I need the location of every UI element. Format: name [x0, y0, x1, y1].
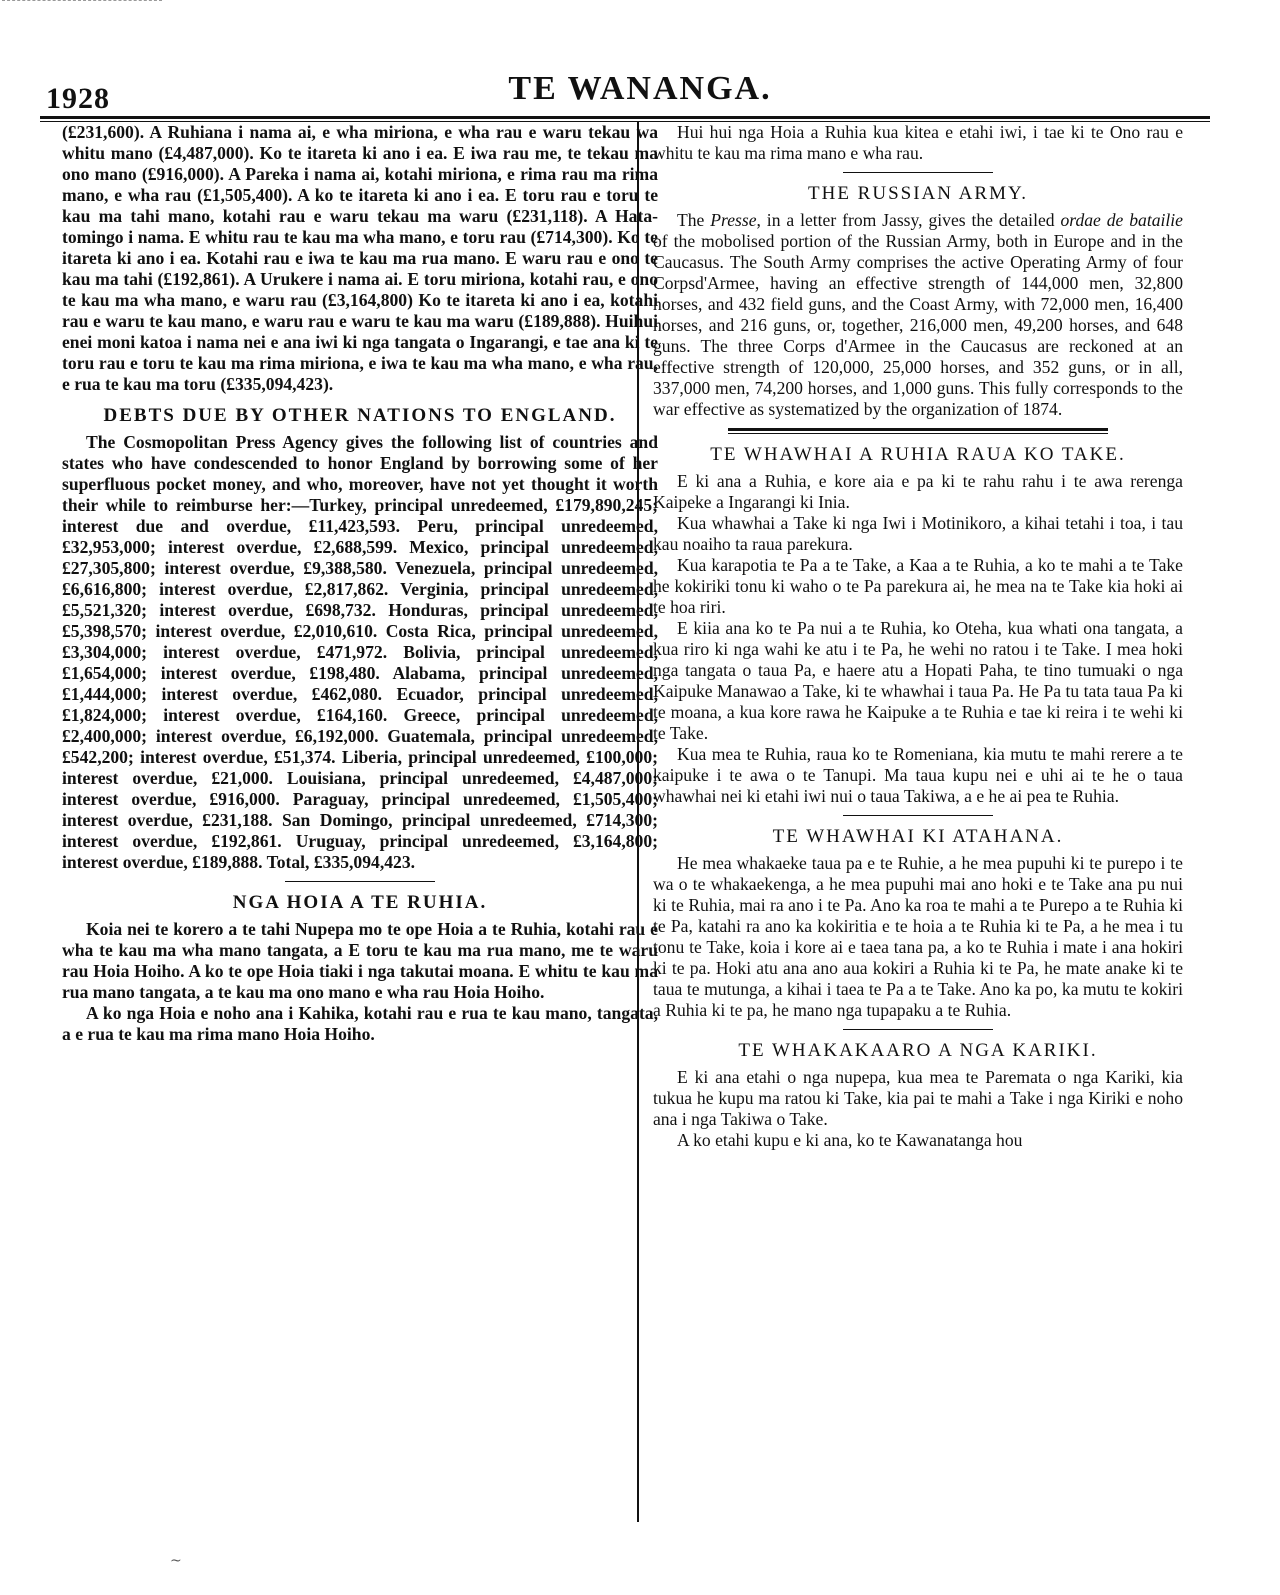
- russian-army-heading: THE RUSSIAN ARMY.: [808, 183, 1028, 204]
- hoia-paragraph-1: Koia nei te korero a te tahi Nupepa mo te ope Hoia a te Ruhia, kotahi rau e wha te kau ma wha mano tangata, a E toru te kau ma rua mano, me te waru rau Hoia Hoiho. A ko te ope Hoia tiaki i nga takutai moana. E whitu te kau ma rua mano tangata, a te kau ma ono mano e wha rau Hoia Hoiho.: [62, 919, 658, 1002]
- russian-army-paragraph: [653, 210, 1183, 420]
- ordre-de-bataille: ordae de batailie: [1060, 210, 1183, 230]
- section-rule: [843, 1029, 993, 1030]
- russian-army-text-2: , in a letter from Jassy, gives the detailed: [756, 210, 1061, 230]
- russian-army-text-3: of the mobolised portion of the Russian Army, both in Europe and in the Caucasus. The South Army comprises the active Operating Army of four Corpsd'Armee, having an effective strength of 144,000 men, 32,800 horses, and 432 field guns, and the Coast Army, with 72,000 men, 16,400 horses, and 216 guns, or, together, 216,000 men, 49,200 horses, and 648 guns. The three Corps d'Armee in the Caucasus are reckoned at an effective strength of 120,000, 25,000 horses, and 352 guns, or in all, 337,000 men, 74,200 horses, and 1,000 guns. This fully corresponds to the war effective as systematized by the organization of 1874.: [653, 231, 1183, 419]
- kariki-paragraph: E ki ana etahi o nga nupepa, kua mea te Paremata o nga Kariki, kia tukua he kupu ma ratou ki Take, kia pai te mahi a Take i nga Kiriki e noho ana i nga Takiwa o Take.: [653, 1067, 1183, 1129]
- hoia-heading: NGA HOIA A TE RUHIA.: [232, 892, 488, 913]
- whawhai-take-paragraph: E ki ana a Ruhia, e kore aia e pa ki te rahu rahu i te awa rerenga Kaipeke a Ingarangi ki Inia.: [653, 471, 1183, 512]
- loan-continuation-paragraph: (£231,600). A Ruhiana i nama ai, e wha miriona, e wha rau e waru tekau wa whitu mano (£4,487,000). Ko te itareta ki ano i ea. E iwa rau me, te tekau ma ono mano (£916,000). A Pareka i nama ai, kotahi miriona, e rima rau ma rima mano, e wha rau (£1,505,400). A ko te itareta ki ano i ea. E toru rau e toru te kau ma tahi mano, kotahi rau e waru tekau ma waru (£231,118). A Hata-tomingo i nama. E whitu rau te kau ma wha mano, e toru rau (£714,300). Ko te itareta ki ano i ea. Kotahi rau e iwa te kau ma rua mano. E waru rau e ono te kau ma tahi (£192,861). A Urukere i nama ai. E toru miriona, kotahi rau, e ono te kau ma wha mano, e waru rau (£3,164,800) Ko te itareta ki ano i ea, kotahi rau e waru te kau mano, e waru rau e waru te kau ma waru (£189,888). Huihui enei moni katoa i nama nei e ana iwi ki nga tangata o Ingarangi, e tae ana ki te toru rau e toru te kau ma rima miriona, e iwa te kau ma wha mano, e wha rau, e rua te kau ma toru (£335,094,423).: [62, 122, 658, 394]
- debts-heading: DEBTS DUE BY OTHER NATIONS TO ENGLAND.: [103, 405, 617, 426]
- hoia-paragraph-2: A ko nga Hoia e noho ana i Kahika, kotahi rau e rua te kau mano, tangata, a e rua te kau ma rima mano Hoia Hoiho.: [62, 1003, 658, 1044]
- atahana-paragraph: He mea whakaeke taua pa e te Ruhie, a he mea pupuhi ki te purepo i te wa o te whakaekenga, a he mea pupuhi mai ano hoki e te Take ana pu nui ki te Ruhia, mai ra ano i te Pa. Ano ka roa te mahi a te Purepo a te Ruhia ki te Pa, katahi ra ano ka kokiritia e te hoia a te Ruhia ki te Pa, a he mea i tu tonu te Take, koia i kore ai e taea tana pa, a ko te Ruhia i mate i ana hokiri ki te pa. Hoki atu ana ano aua kokiri a Ruhia ki te Pa, he mate anake ki te taua te mutunga, a kihai i taea te Pa a te Take. Ano ka po, ka mutu te kokiri a Ruhia ki te pa, he mano nga tupapaku a te Ruhia.: [653, 853, 1183, 1020]
- scan-artifact-line: [2, 0, 162, 1]
- presse-title: Presse: [710, 210, 757, 230]
- whawhai-take-heading: TE WHAWHAI A RUHIA RAUA KO TAKE.: [710, 444, 1126, 465]
- whawhai-take-paragraph: Kua mea te Ruhia, raua ko te Romeniana, kia mutu te mahi rerere a te kaipuke i te awa o te Tanupi. Ma taua kupu nei e uhi ai te he o taua whawhai nei ki etahi iwi nui o taua Takiwa, a e he ai pea te Ruhia.: [653, 744, 1183, 806]
- atahana-heading: TE WHAWHAI KI ATAHANA.: [772, 826, 1064, 847]
- army-continuation-paragraph: Hui hui nga Hoia a Ruhia kua kitea e etahi iwi, i tae ki te Ono rau e whitu te kau ma rima mano e wha rau.: [653, 122, 1183, 163]
- russian-army-text-1: The: [677, 210, 711, 230]
- whawhai-take-paragraph: E kiia ana ko te Pa nui a te Ruhia, ko Oteha, kua whati ona tangata, a kua riro ki nga wahi ke atu i te Pa, he wehi no ratou i te Take. I mea hoki nga tangata o taua Pa, e haere atu a Hopati Paha, te tino tumuaki o nga Kaipuke Manawao a Take, ki te whawhai i taua Pa. He Pa tu tata taua Pa ki te moana, a kua kore rawa he Kaipuke a te Ruhia e tae ki reira i te wehi ki te Take.: [653, 618, 1183, 743]
- scan-artifact-mark: ~: [170, 1553, 182, 1569]
- page-number: 1928: [46, 82, 110, 115]
- right-column: [653, 122, 1183, 1151]
- section-rule: [285, 881, 435, 882]
- kariki-heading: TE WHAKAKAARO A NGA KARIKI.: [738, 1040, 1098, 1061]
- kariki-paragraph: A ko etahi kupu e ki ana, ko te Kawanatanga hou: [677, 1130, 1023, 1150]
- newspaper-title: TE WANANGA.: [508, 70, 772, 107]
- whawhai-take-paragraph: Kua whawhai a Take ki nga Iwi i Motinikoro, a kihai tetahi i toa, i tau kau noaiho ta raua parekura.: [653, 513, 1183, 554]
- debts-paragraph: The Cosmopolitan Press Agency gives the following list of countries and states who have condescended to honor England by borrowing some of her superfluous pocket money, and who, moreover, have not yet thought it worth their while to reimburse her:—Turkey, principal unredeemed, £179,890,245; interest due and overdue, £11,423,593. Peru, principal unredeemed, £32,953,000; interest overdue, £2,688,599. Mexico, principal unredeemed, £27,305,800; interest overdue, £9,388,580. Venezuela, principal unredeemed, £6,616,800; interest overdue, £2,817,862. Verginia, principal unredeemed, £5,521,320; interest overdue, £698,732. Honduras, principal unredeemed, £5,398,570; interest overdue, £2,010,610. Costa Rica, principal unredeemed, £3,304,000; interest overdue, £471,972. Bolivia, principal unredeemed, £1,654,000; interest overdue, £198,480. Alabama, principal unredeemed, £1,444,000; interest overdue, £462,080. Ecuador, principal unredeemed, £1,824,000; interest overdue, £164,160. Greece, principal unredeemed, £2,400,000; interest overdue, £6,192,000. Guatemala, principal unredeemed, £542,200; interest overdue, £51,374. Liberia, principal unredeemed, £100,000; interest overdue, £21,000. Louisiana, principal unredeemed, £4,487,000; interest overdue, £916,000. Paraguay, principal unredeemed, £1,505,400; interest overdue, £231,188. San Domingo, principal unredeemed, £714,300; interest overdue, £192,861. Uruguay, principal unredeemed, £3,164,800; interest overdue, £189,888. Total, £335,094,423.: [62, 432, 658, 872]
- left-column: [62, 122, 658, 1045]
- section-double-rule: [728, 428, 1108, 434]
- whawhai-take-paragraph: Kua karapotia te Pa a te Take, a Kaa a te Ruhia, a ko te mahi a te Take he kokiriki tonu ki waho o te Pa parekura ai, he mea na te Take kia hoki ai te hoa riri.: [653, 555, 1183, 617]
- section-rule: [843, 815, 993, 816]
- section-rule: [843, 172, 993, 173]
- header-rule: [40, 116, 1210, 119]
